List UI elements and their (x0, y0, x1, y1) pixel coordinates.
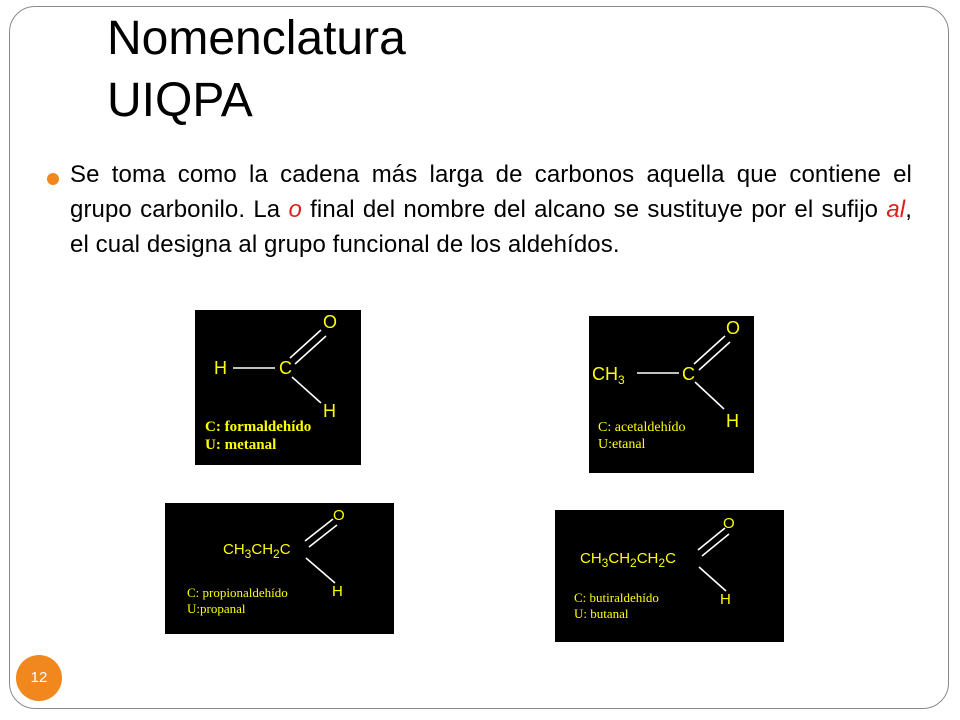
iupac-name: U:etanal (598, 437, 646, 452)
subscript-2: 2 (658, 556, 666, 570)
common-name: C: propionaldehído (187, 585, 288, 600)
atom-hydrogen: H (726, 411, 739, 431)
atom-hydrogen: H (332, 583, 343, 600)
structure-propionaldehyde (165, 503, 394, 634)
atom-hydrogen-left: H (214, 358, 227, 378)
page-number: 12 (16, 655, 62, 701)
atom-oxygen: O (726, 318, 741, 338)
title-line-1: Nomenclatura (107, 12, 406, 65)
atom-ch: CH (592, 364, 618, 384)
bullet-point (40, 157, 912, 262)
iupac-name: U:propanal (187, 601, 246, 616)
subscript-3: 3 (244, 547, 252, 561)
bullet-text-part: Se toma como la cadena más larga de carbonos aquella que contiene el grupo carbonilo. La (70, 161, 912, 223)
title-line-2: UIQPA (107, 74, 253, 127)
atom-ch: CH (580, 550, 602, 567)
structure-acetaldehyde (589, 316, 754, 473)
iupac-name: U: butanal (574, 606, 629, 621)
atom-ch: CH (223, 541, 245, 558)
bullet-text-part: final del nombre del alcano se sustituye por el sufijo (301, 196, 887, 223)
atom-oxygen: O (723, 515, 735, 532)
atom-carbon: C (279, 541, 291, 558)
bullet-text-part: , el cual designa al grupo funcional de los aldehídos. (70, 196, 912, 258)
common-name: C: acetaldehído (598, 420, 686, 435)
atom-ch: CH (636, 550, 659, 567)
atom-ch: CH (251, 541, 274, 558)
subscript-3: 3 (601, 556, 609, 570)
atom-carbon: C (665, 550, 676, 567)
atom-chain (223, 541, 291, 559)
atom-methyl (592, 364, 625, 387)
common-name: C: formaldehído (205, 419, 312, 435)
iupac-name: U: metanal (205, 437, 277, 453)
atom-carbon: C (279, 358, 292, 378)
atom-oxygen: O (323, 312, 338, 332)
subscript-2: 2 (630, 556, 637, 570)
bullet-marker (47, 173, 59, 185)
atom-carbon: C (682, 364, 695, 384)
highlight-al: al (886, 196, 906, 223)
atom-hydrogen: H (720, 591, 731, 608)
bullet-text (70, 157, 912, 262)
subscript-3: 3 (618, 373, 625, 387)
common-name: C: butiraldehído (574, 590, 659, 605)
highlight-o: o (288, 196, 302, 223)
subscript-2: 2 (273, 547, 280, 561)
slide-title (107, 8, 406, 132)
atom-hydrogen-bottom: H (323, 401, 336, 421)
structure-butyraldehyde (555, 510, 784, 642)
atom-chain (580, 550, 676, 568)
atom-ch: CH (608, 550, 631, 567)
atom-oxygen: O (333, 507, 345, 524)
structure-formaldehyde (195, 310, 361, 465)
